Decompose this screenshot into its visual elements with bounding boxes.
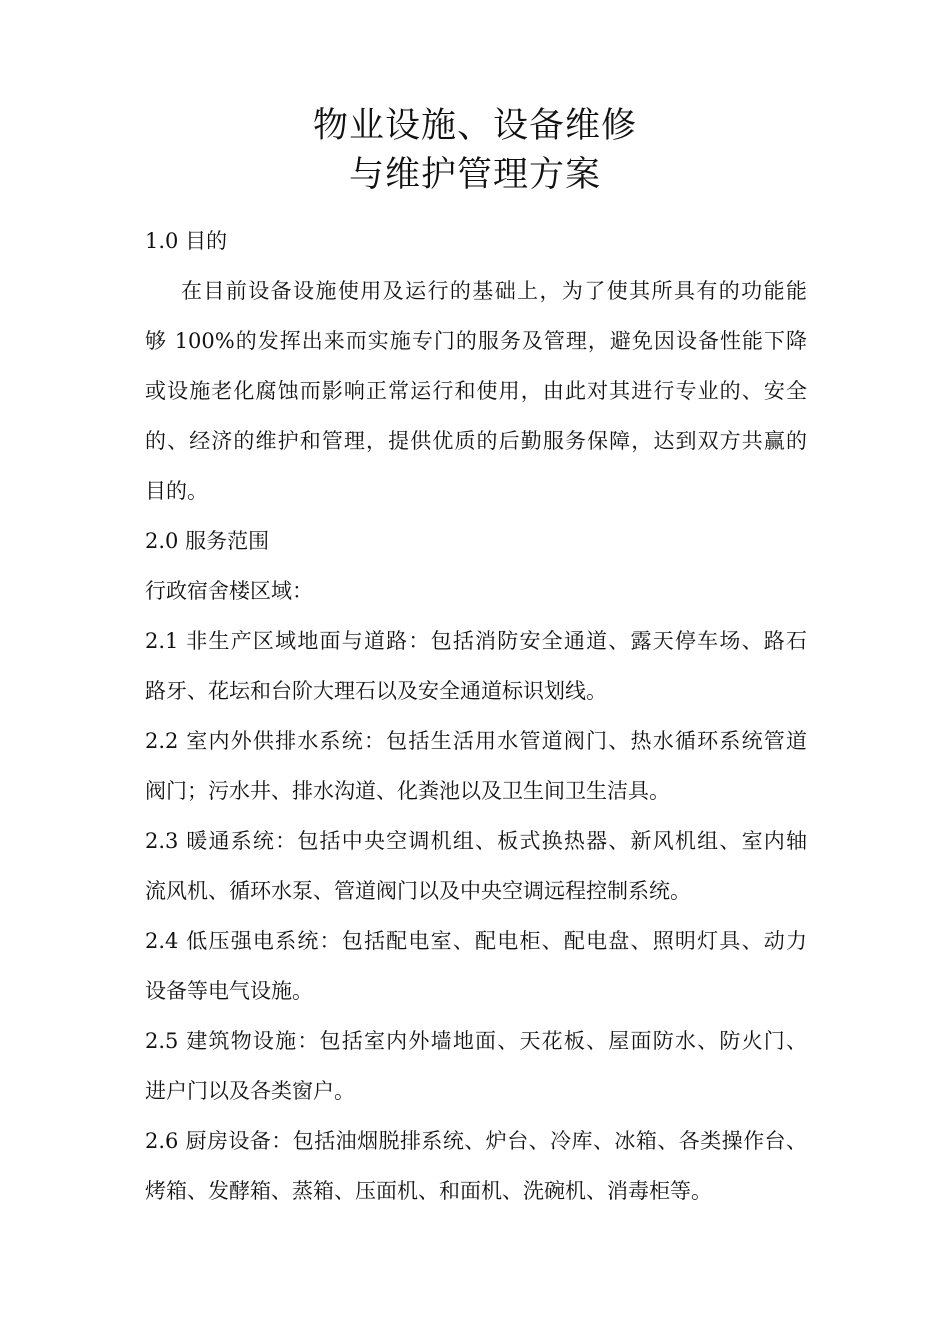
document-text-line: 2.5 建筑物设施：包括室内外墙地面、天花板、屋面防水、防火门、 <box>145 1029 807 1053</box>
document-text-line: 2.2 室内外供排水系统：包括生活用水管道阀门、热水循环系统管道 <box>145 729 807 753</box>
document-text-line: 目的。 <box>145 479 208 503</box>
document-text-line: 阀门；污水井、排水沟道、化粪池以及卫生间卫生洁具。 <box>145 779 670 803</box>
document-text-line: 2.4 低压强电系统：包括配电室、配电柜、配电盘、照明灯具、动力 <box>145 929 807 953</box>
document-text-line: 够 100%的发挥出来而实施专门的服务及管理，避免因设备性能下降 <box>145 329 807 353</box>
document-text-line: 的、经济的维护和管理，提供优质的后勤服务保障，达到双方共赢的 <box>145 429 807 453</box>
document-body <box>145 216 807 1216</box>
document-text-line: 流风机、循环水泵、管道阀门以及中央空调远程控制系统。 <box>145 879 691 903</box>
document-text-line: 路牙、花坛和台阶大理石以及安全通道标识划线。 <box>145 679 607 703</box>
document-text-line: 进户门以及各类窗户。 <box>145 1079 355 1103</box>
document-text-line: 1.0 目的 <box>145 229 228 253</box>
document-text-line: 烤箱、发酵箱、蒸箱、压面机、和面机、洗碗机、消毒柜等。 <box>145 1179 712 1203</box>
document-title-line-2: 与维护管理方案 <box>348 155 601 195</box>
document-text-line: 在目前设备设施使用及运行的基础上，为了使其所具有的功能能 <box>181 279 807 303</box>
document-text-line: 2.3 暖通系统：包括中央空调机组、板式换热器、新风机组、室内轴 <box>145 829 807 853</box>
document-text-line: 2.0 服务范围 <box>145 529 270 553</box>
document-text-line: 或设施老化腐蚀而影响正常运行和使用，由此对其进行专业的、安全 <box>145 379 807 403</box>
document-text-line: 设备等电气设施。 <box>145 979 313 1003</box>
document-text-line: 行政宿舍楼区域： <box>145 579 313 603</box>
document-title-line-1: 物业设施、设备维修 <box>312 106 637 146</box>
document-text-line: 2.6 厨房设备：包括油烟脱排系统、炉台、冷库、冰箱、各类操作台、 <box>145 1129 807 1153</box>
document-text-line: 2.1 非生产区域地面与道路：包括消防安全通道、露天停车场、路石 <box>145 629 807 653</box>
